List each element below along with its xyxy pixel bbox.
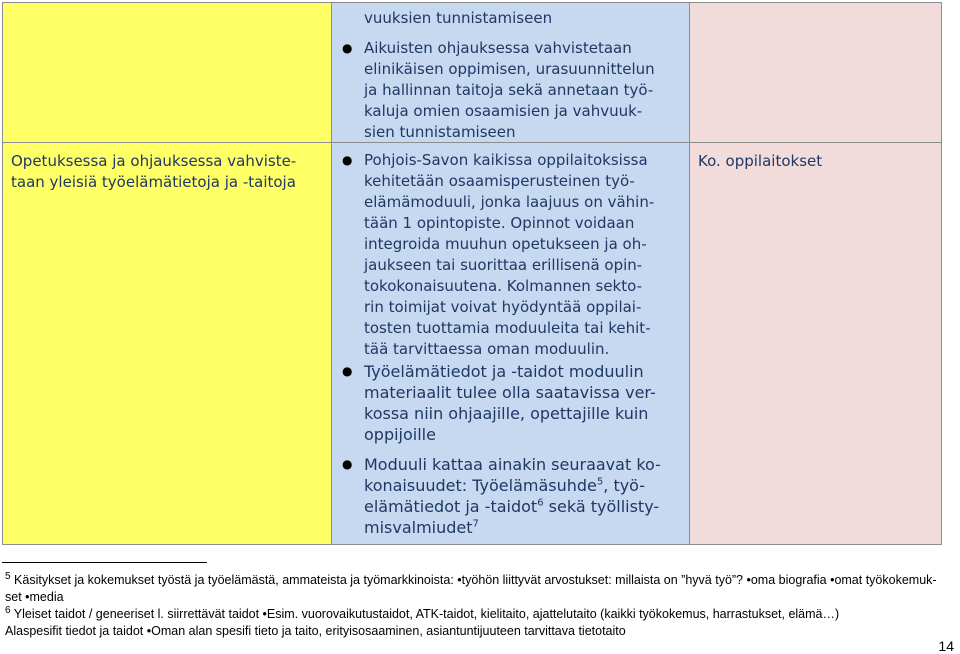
bullet1-line: tään 1 opintopiste. Opinnot voidaan — [364, 214, 635, 232]
row2-topic-line: Opetuksessa ja ohjauksessa vahviste- — [11, 152, 297, 170]
bullet1-line: tää tarvittaessa oman moduulin. — [364, 340, 610, 358]
footnote-5-text: Käsitykset ja kokemukset työstä ja työelämästä, ammateista ja työmarkkinoista: •työhön liittyvät arvostukset: millaista on ”hyvä työ”? •oma biografia •omat työkokemuk- — [10, 573, 937, 587]
bullet2-line: Työelämätiedot ja -taidot moduulin — [364, 362, 644, 381]
bullet1-line: elämämoduuli, jonka laajuus on vähin- — [364, 193, 655, 211]
bullet2-line: oppijoille — [364, 425, 436, 444]
bullet1-line: jaukseen tai suorittaa erillisenä opin- — [364, 256, 643, 274]
cell-row1-topic — [2, 2, 332, 143]
page-number: 14 — [938, 638, 954, 654]
row2-bullet-2 — [342, 361, 684, 445]
cell-row1-responsible — [689, 2, 942, 143]
row1-bullet-line: kaluja omien osaamisien ja vahvuuk- — [364, 102, 643, 120]
cell-row2-actions — [331, 142, 690, 545]
bullet1-line: rin toimijat voivat hyödyntää oppilai- — [364, 298, 642, 316]
bullet1-line: tosten tuottamia moduuleita tai kehit- — [364, 319, 651, 337]
row1-bullet-line: Aikuisten ohjauksessa vahvistetaan — [364, 39, 632, 57]
footnote-6-text: Yleiset taidot / geneeriset l. siirrettävät taidot •Esim. vuorovaikutustaidot, ATK-taidot, kielitaito, ajattelutaito (kaikki työkokemus, harrastukset, elämä…) — [10, 607, 840, 621]
bullet1-line: integroida muuhun opetukseen ja oh- — [364, 235, 647, 253]
bullet2-line: materiaalit tulee olla saatavissa ver- — [364, 383, 656, 402]
row2-topic-text — [11, 151, 323, 193]
bullet1-line: tokokonaisuutena. Kolmannen sekto- — [364, 277, 642, 295]
row1-continuation-line: vuuksien tunnistamiseen — [364, 9, 553, 27]
bullet1-line: Pohjois-Savon kaikissa oppilaitoksissa — [364, 151, 648, 169]
footnote-5-cont: set •media — [5, 590, 64, 604]
bullet3-line — [364, 517, 684, 538]
row2-bullet-3 — [342, 454, 684, 538]
row1-bullet — [342, 38, 684, 143]
footnote-5 — [5, 572, 937, 589]
bullet3-text: konaisuudet: Työelämäsuhde — [364, 476, 597, 495]
footnote-6-number: 6 — [5, 604, 11, 616]
footnote-ref-7: 7 — [472, 518, 479, 530]
row2-topic-line: taan yleisiä työelämätietoja ja -taitoja — [11, 173, 296, 191]
bullet-icon: ● — [342, 153, 353, 167]
bullet3-text: sekä työllisty- — [543, 497, 660, 516]
bullet3-line — [364, 496, 684, 517]
row2-responsible-text: Ko. oppilaitokset — [698, 152, 823, 170]
footnote-ref-5: 5 — [596, 476, 604, 488]
bullet3-line — [364, 475, 684, 496]
cell-row1-actions — [331, 2, 690, 143]
row1-bullet-line: ja hallinnan taitoja sekä annetaan työ- — [364, 81, 654, 99]
cell-row2-topic — [2, 142, 332, 545]
bullet3-line: Moduuli kattaa ainakin seuraavat ko- — [364, 455, 661, 474]
bullet-icon: ● — [342, 41, 353, 55]
bullet2-line: kossa niin ohjaajille, opettajille kuin — [364, 404, 649, 423]
footnote-ref-6: 6 — [537, 497, 544, 509]
row1-bullet-line: sien tunnistamiseen — [364, 123, 516, 141]
bullet1-line: kehitetään osaamisperusteinen työ- — [364, 172, 635, 190]
bullet-icon: ● — [342, 364, 353, 378]
footnote-6 — [5, 606, 839, 623]
bullet-icon: ● — [342, 457, 353, 471]
bullet3-text: , työ- — [603, 476, 646, 495]
cell-row2-responsible — [689, 142, 942, 545]
row1-continuation — [364, 8, 684, 29]
footnote-6-cont: Alaspesifit tiedot ja taidot •Oman alan spesifi tieto ja taito, erityisosaaminen, asiantuntijuuteen tarvittava tietotaito — [5, 624, 626, 638]
footnote-5-number: 5 — [5, 570, 11, 582]
bullet3-text: misvalmiudet — [364, 518, 473, 537]
row2-bullet-1 — [342, 150, 684, 360]
footnote-separator — [2, 562, 207, 563]
bullet3-text: elämätiedot ja -taidot — [364, 497, 538, 516]
row1-bullet-line: elinikäisen oppimisen, urasuunnittelun — [364, 60, 655, 78]
